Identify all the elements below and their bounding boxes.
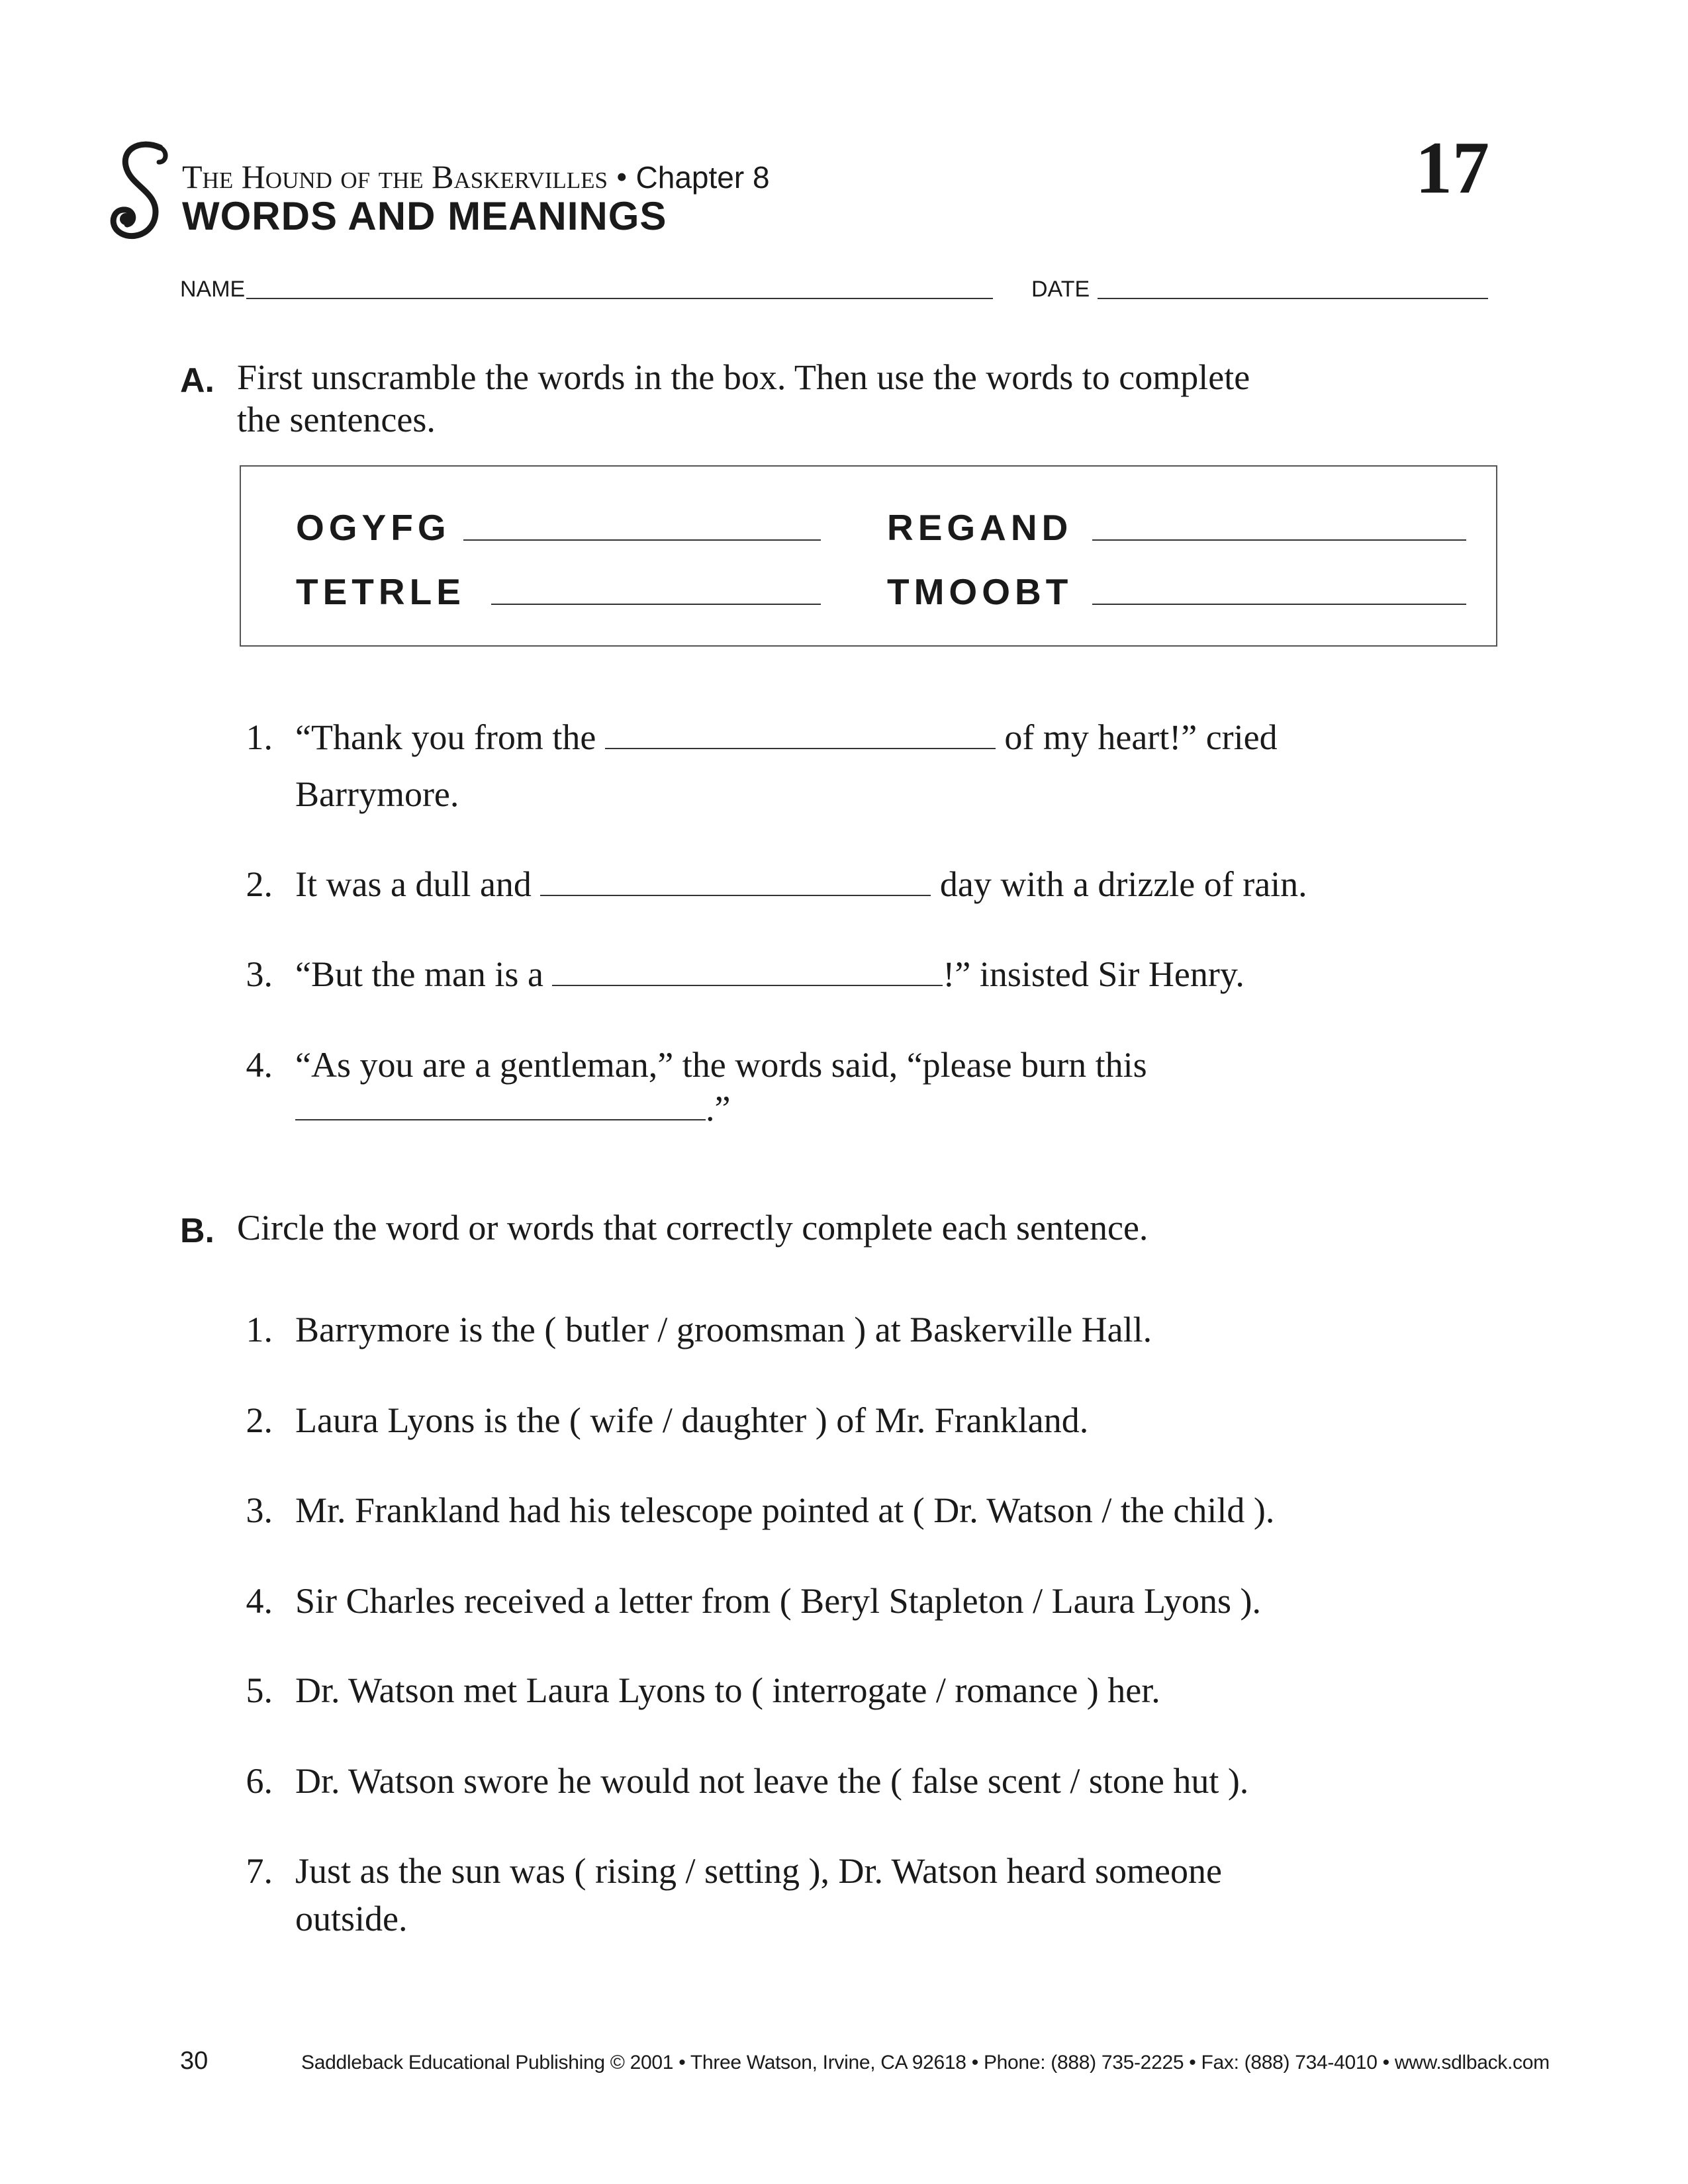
chapter-label: Chapter 8 — [635, 160, 770, 195]
b-item-3: 3. Mr. Frankland had his telescope pointed at ( Dr. Watson / the child ). — [246, 1490, 1275, 1530]
unscramble-blank-3[interactable] — [491, 604, 821, 605]
book-chapter-line — [182, 158, 770, 196]
book-title: The Hound of the Baskervilles — [182, 158, 608, 195]
a-item-1: 1. “Thank you from the of my heart!” cried Barrymore. — [246, 717, 1278, 814]
section-b-instruction: Circle the word or words that correctly complete each sentence. — [237, 1208, 1149, 1248]
worksheet-title: WORDS AND MEANINGS — [182, 194, 667, 238]
a-item-2: 2. It was a dull and day with a drizzle of rain. — [246, 864, 1307, 904]
date-label: DATE — [1031, 277, 1090, 302]
name-field[interactable] — [246, 298, 993, 299]
name-label: NAME — [180, 277, 246, 302]
page-badge: 17 — [1415, 127, 1489, 209]
a-item-3: 3. “But the man is a !” insisted Sir Henry. — [246, 954, 1244, 994]
word-box — [240, 465, 1497, 647]
section-a-letter: A. — [180, 361, 214, 400]
fill-blank-2[interactable] — [540, 864, 931, 896]
unscramble-blank-2[interactable] — [1092, 539, 1466, 541]
b-item-5: 5. Dr. Watson met Laura Lyons to ( interrogate / romance ) her. — [246, 1670, 1160, 1710]
a-item-4: 4. “As you are a gentleman,” the words said, “please burn this .” — [246, 1045, 1147, 1128]
fill-blank-4[interactable] — [295, 1089, 706, 1120]
fill-blank-3[interactable] — [552, 954, 943, 986]
section-a-instruction-1: First unscramble the words in the box. Then use the words to complete — [237, 357, 1250, 397]
publisher-logo-icon — [99, 136, 185, 248]
unscramble-blank-1[interactable] — [463, 539, 821, 541]
scrambled-word-3: TETRLE — [296, 571, 465, 612]
b-item-2: 2. Laura Lyons is the ( wife / daughter ) of Mr. Frankland. — [246, 1400, 1089, 1440]
b-item-4: 4. Sir Charles received a letter from ( Beryl Stapleton / Laura Lyons ). — [246, 1581, 1262, 1621]
scrambled-word-2: REGAND — [887, 507, 1073, 548]
unscramble-blank-4[interactable] — [1092, 604, 1466, 605]
b-item-1: 1. Barrymore is the ( butler / groomsman ) at Baskerville Hall. — [246, 1310, 1152, 1349]
b-item-7: 7. Just as the sun was ( rising / setting ), Dr. Watson heard someone outside. — [246, 1851, 1222, 1938]
section-b-letter: B. — [180, 1212, 214, 1250]
footer-publisher: Saddleback Educational Publishing © 2001 • Three Watson, Irvine, CA 92618 • Phone: (888) 735-2225 • Fax: (888) 734-4010 • www.sdlback.com — [301, 2052, 1550, 2073]
b-item-6: 6. Dr. Watson swore he would not leave the ( false scent / stone hut ). — [246, 1761, 1249, 1801]
footer-page-number: 30 — [180, 2047, 209, 2075]
date-field[interactable] — [1098, 298, 1488, 299]
fill-blank-1[interactable] — [605, 717, 996, 749]
scrambled-word-4: TMOOBT — [887, 571, 1073, 612]
title-separator: • — [616, 158, 628, 195]
section-a-instruction-2: the sentences. — [237, 400, 436, 439]
scrambled-word-1: OGYFG — [296, 507, 451, 548]
